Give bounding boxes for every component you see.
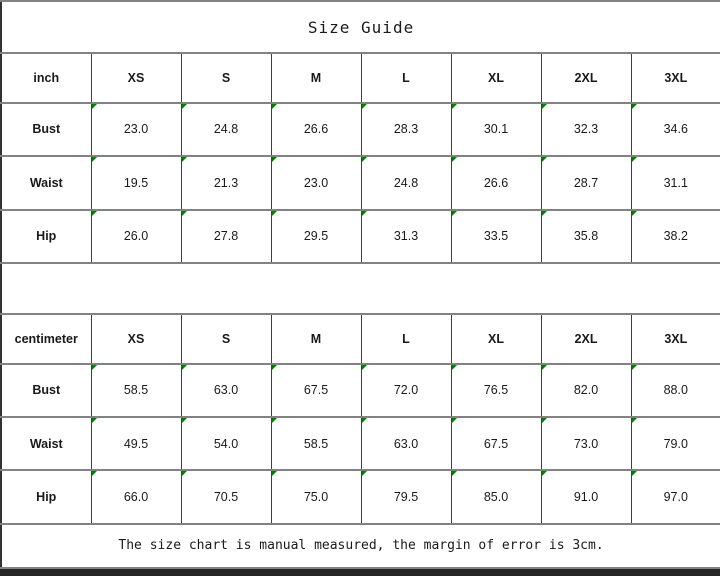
value-cell (91, 470, 181, 523)
stored-as-text-marker-icon (632, 211, 637, 216)
cell-value: 67.5 (483, 436, 509, 451)
value-cell (361, 103, 451, 156)
cell-value: 26.6 (303, 122, 329, 137)
cell-value: 76.5 (483, 383, 509, 398)
stored-as-text-marker-icon (542, 418, 547, 423)
stored-as-text-marker-icon (542, 471, 547, 476)
value-cell (271, 156, 361, 209)
value-cell (631, 210, 720, 263)
stored-as-text-marker-icon (362, 104, 367, 109)
cell-value: 31.1 (663, 175, 688, 190)
value-cell (181, 210, 271, 263)
value-cell (631, 417, 720, 470)
cell-value: 97.0 (663, 490, 688, 505)
cell-value: 91.0 (573, 490, 599, 505)
stored-as-text-marker-icon (542, 211, 547, 216)
cell-value: 23.0 (303, 175, 329, 190)
stored-as-text-marker-icon (92, 211, 97, 216)
inch-bust-row (1, 103, 720, 156)
value-cell (451, 210, 541, 263)
cell-value: 38.2 (663, 229, 688, 244)
centimeter-bust-row (1, 364, 720, 417)
stored-as-text-marker-icon (272, 211, 277, 216)
cell-value: 58.5 (123, 383, 149, 398)
stored-as-text-marker-icon (452, 211, 457, 216)
value-cell (631, 470, 720, 523)
cell-value: 28.3 (393, 122, 419, 137)
spacer-row (1, 263, 720, 314)
value-cell (271, 103, 361, 156)
value-cell (451, 156, 541, 209)
value-cell (361, 364, 451, 417)
unit-header-centimeter: centimeter (1, 314, 91, 363)
size-header-2xl: 2XL (541, 53, 631, 102)
value-cell (91, 210, 181, 263)
stored-as-text-marker-icon (182, 471, 187, 476)
stored-as-text-marker-icon (362, 471, 367, 476)
centimeter-hip-row (1, 470, 720, 523)
cell-value: 79.5 (393, 490, 419, 505)
value-cell (541, 364, 631, 417)
value-cell (451, 103, 541, 156)
cell-value: 21.3 (213, 175, 239, 190)
cell-value: 33.5 (483, 229, 509, 244)
size-header-2xl: 2XL (541, 314, 631, 363)
stored-as-text-marker-icon (182, 104, 187, 109)
cell-value: 31.3 (393, 229, 419, 244)
centimeter-header-row (1, 314, 720, 363)
value-cell (181, 417, 271, 470)
stored-as-text-marker-icon (182, 365, 187, 370)
unit-header-inch: inch (1, 53, 91, 102)
row-label-waist: Waist (1, 417, 91, 470)
cell-value: 29.5 (303, 229, 329, 244)
stored-as-text-marker-icon (632, 157, 637, 162)
cell-value: 75.0 (303, 490, 329, 505)
stored-as-text-marker-icon (632, 471, 637, 476)
stored-as-text-marker-icon (182, 211, 187, 216)
cell-value: 82.0 (573, 383, 599, 398)
value-cell (541, 417, 631, 470)
value-cell (271, 210, 361, 263)
cell-value: 27.8 (213, 229, 239, 244)
value-cell (541, 103, 631, 156)
size-header-m: M (271, 53, 361, 102)
row-label-hip: Hip (1, 210, 91, 263)
inch-waist-row (1, 156, 720, 209)
stored-as-text-marker-icon (542, 157, 547, 162)
stored-as-text-marker-icon (362, 211, 367, 216)
row-label-bust: Bust (1, 364, 91, 417)
cell-value: 70.5 (213, 490, 239, 505)
stored-as-text-marker-icon (632, 365, 637, 370)
cell-value: 63.0 (213, 383, 239, 398)
size-header-xl: XL (451, 314, 541, 363)
stored-as-text-marker-icon (92, 104, 97, 109)
size-header-xl: XL (451, 53, 541, 102)
value-cell (181, 364, 271, 417)
stored-as-text-marker-icon (542, 365, 547, 370)
stored-as-text-marker-icon (92, 157, 97, 162)
cell-value: 26.0 (123, 229, 149, 244)
stored-as-text-marker-icon (92, 471, 97, 476)
stored-as-text-marker-icon (182, 157, 187, 162)
value-cell (631, 364, 720, 417)
cell-value: 30.1 (483, 122, 509, 137)
stored-as-text-marker-icon (272, 104, 277, 109)
value-cell (451, 470, 541, 523)
inch-header-row (1, 53, 720, 102)
size-header-l: L (361, 314, 451, 363)
cell-value: 58.5 (303, 436, 329, 451)
size-header-s: S (181, 53, 271, 102)
cell-value: 54.0 (213, 436, 239, 451)
page-title: Size Guide (1, 1, 720, 53)
value-cell (271, 417, 361, 470)
stored-as-text-marker-icon (362, 157, 367, 162)
centimeter-waist-row (1, 417, 720, 470)
value-cell (91, 156, 181, 209)
size-header-m: M (271, 314, 361, 363)
value-cell (541, 470, 631, 523)
size-header-3xl: 3XL (631, 53, 720, 102)
stored-as-text-marker-icon (452, 104, 457, 109)
cell-value: 24.8 (393, 175, 419, 190)
value-cell (541, 210, 631, 263)
value-cell (361, 470, 451, 523)
stored-as-text-marker-icon (362, 418, 367, 423)
stored-as-text-marker-icon (452, 418, 457, 423)
value-cell (451, 417, 541, 470)
value-cell (541, 156, 631, 209)
stored-as-text-marker-icon (182, 418, 187, 423)
value-cell (361, 210, 451, 263)
value-cell (181, 156, 271, 209)
cell-value: 32.3 (573, 122, 599, 137)
stored-as-text-marker-icon (272, 157, 277, 162)
stored-as-text-marker-icon (632, 104, 637, 109)
value-cell (631, 103, 720, 156)
size-header-l: L (361, 53, 451, 102)
size-header-xs: XS (91, 314, 181, 363)
cell-value: 26.6 (483, 175, 509, 190)
cell-value: 88.0 (663, 383, 688, 398)
cell-value: 73.0 (573, 436, 599, 451)
cell-value: 28.7 (573, 175, 599, 190)
cell-value: 72.0 (393, 383, 419, 398)
stored-as-text-marker-icon (542, 104, 547, 109)
stored-as-text-marker-icon (92, 418, 97, 423)
cell-value: 79.0 (663, 436, 688, 451)
cell-value: 19.5 (123, 175, 149, 190)
stored-as-text-marker-icon (632, 418, 637, 423)
inch-hip-row (1, 210, 720, 263)
cell-value: 67.5 (303, 383, 329, 398)
cell-value: 63.0 (393, 436, 419, 451)
spacer-cell (1, 263, 720, 314)
value-cell (91, 364, 181, 417)
value-cell (451, 364, 541, 417)
stored-as-text-marker-icon (362, 365, 367, 370)
title-row (1, 1, 720, 53)
value-cell (631, 156, 720, 209)
stored-as-text-marker-icon (452, 471, 457, 476)
value-cell (181, 470, 271, 523)
size-header-xs: XS (91, 53, 181, 102)
value-cell (91, 103, 181, 156)
value-cell (91, 417, 181, 470)
bottom-black-bar (0, 569, 720, 576)
stored-as-text-marker-icon (272, 471, 277, 476)
value-cell (361, 417, 451, 470)
row-label-hip: Hip (1, 470, 91, 523)
stored-as-text-marker-icon (272, 365, 277, 370)
row-label-bust: Bust (1, 103, 91, 156)
stored-as-text-marker-icon (452, 365, 457, 370)
stored-as-text-marker-icon (272, 418, 277, 423)
cell-value: 49.5 (123, 436, 149, 451)
cell-value: 35.8 (573, 229, 599, 244)
size-header-s: S (181, 314, 271, 363)
stored-as-text-marker-icon (452, 157, 457, 162)
row-label-waist: Waist (1, 156, 91, 209)
cell-value: 66.0 (123, 490, 149, 505)
value-cell (271, 364, 361, 417)
cell-value: 23.0 (123, 122, 149, 137)
cell-value: 85.0 (483, 490, 509, 505)
footer-row (1, 524, 720, 568)
cell-value: 34.6 (663, 122, 688, 137)
value-cell (361, 156, 451, 209)
cell-value: 24.8 (213, 122, 239, 137)
stored-as-text-marker-icon (92, 365, 97, 370)
value-cell (271, 470, 361, 523)
value-cell (181, 103, 271, 156)
measurement-note: The size chart is manual measured, the margin of error is 3cm. (1, 524, 720, 568)
size-header-3xl: 3XL (631, 314, 720, 363)
